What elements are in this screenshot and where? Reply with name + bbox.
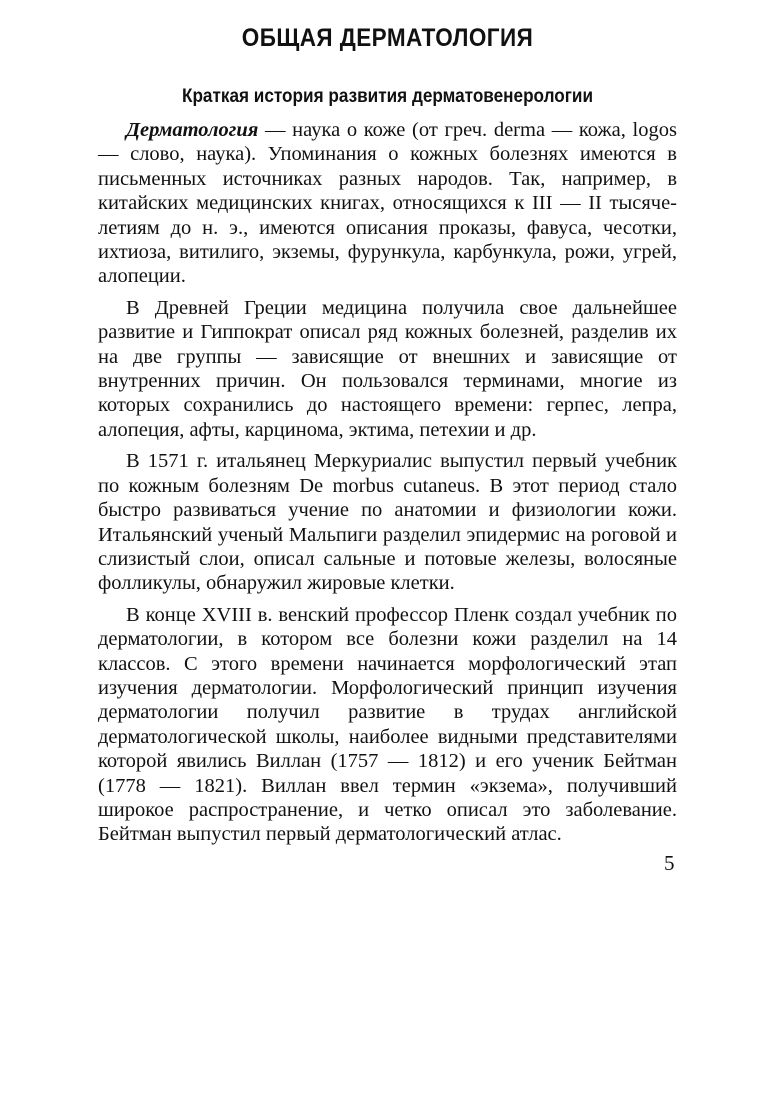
- paragraph-text: В 1571 г. итальянец Меркуриалис выпустил первый учебник по кожным болезням De morbus cutaneus. В этот период стало быстро развиваться учение по анатомии и физиологии кожи. Итальянский ученый Мальпиги разделил эпидермис на роговой и слизистый слои, описал сальные и потовые железы, волосяные фолликулы, обнаружил жировые клетки.: [98, 450, 677, 595]
- paragraph-text: В конце XVIII в. венский профессор Пленк создал учебник по дерматологии, в котором все болезни кожи разделил на 14 классов. С этого времени начинается морфологический этап изучения дерматологии. Морфологический принцип изучения дерматологии получил развитие в трудах английской дерматологической школы, наиболее видными представителями которой явились Виллан (1757 — 1812) и его ученик Бейтман (1778 — 1821). Виллан ввел термин «экзема», получивший широкое распространение, и четко описал это заболевание. Бейтман выпустил первый дерматологический атлас.: [98, 603, 677, 846]
- page-number: 5: [664, 851, 675, 875]
- paragraph-3: [98, 449, 677, 595]
- section-heading: Краткая история развития дерматовенерологии: [181, 85, 594, 107]
- chapter-title: ОБЩАЯ ДЕРМАТОЛОГИЯ: [241, 24, 534, 52]
- paragraph-2: [98, 296, 677, 442]
- paragraph-4: [98, 603, 677, 847]
- defined-term: Дерматология: [126, 119, 259, 141]
- paragraph-text: В Древней Греции медицина получила свое дальнейшее развитие и Гиппократ описал ряд кожных болезней, разделив их на две группы — зависящие от внешних и зависящие от внутренних причин. Он пользовался терминами, многие из которых сохранились до настоящего времени: герпес, лепра, алопеция, афты, карцинома, эктима, петехии и др.: [98, 296, 677, 441]
- paragraph-text: — наука о коже (от греч. derma — кожа, logos — слово, наука). Упоминания о кожных болезнях имеются в письменных источниках разных народов. Так, например, в китайских медицинских книгах, относящихся к III — II тысячелетиям до н. э., имеются описания проказы, фавуса, чесотки, ихтиоза, витилиго, экземы, фурункула, карбункула, рожи, угрей, алопеции.: [98, 119, 677, 288]
- paragraph-1: [98, 118, 677, 289]
